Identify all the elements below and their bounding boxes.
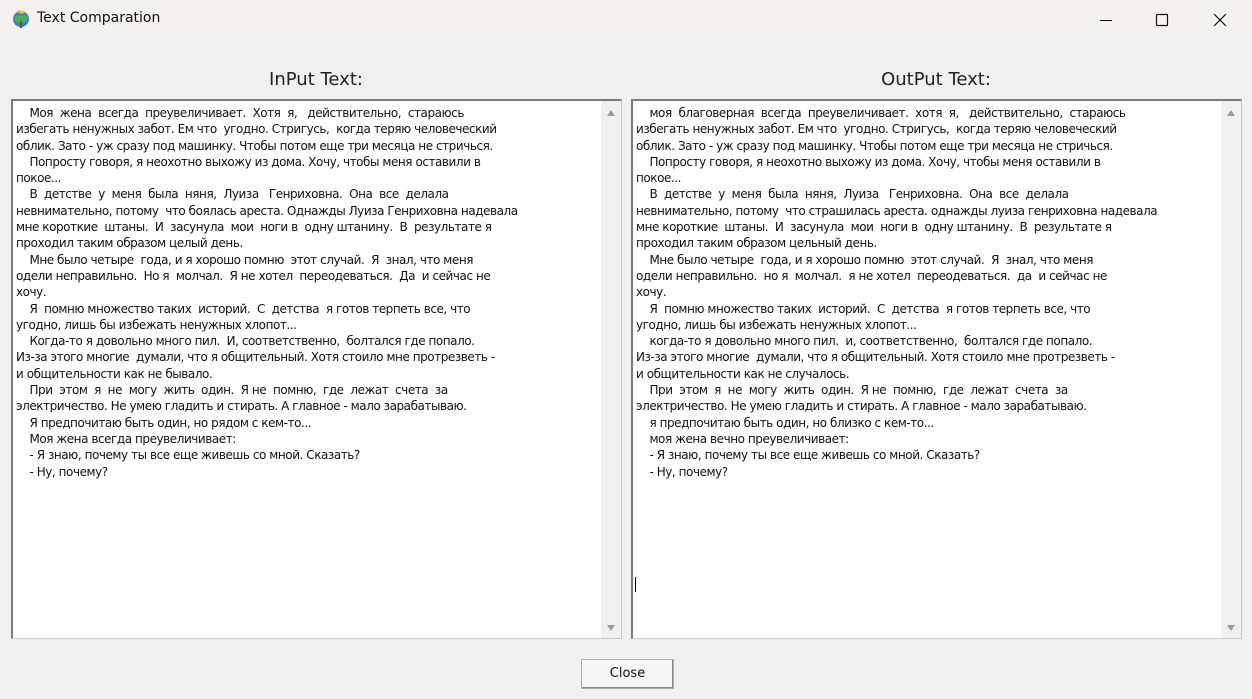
text-line: электричество. Не умею гладить и стирать. А главное - мало зарабатываю. [16, 399, 467, 414]
output-text-content [636, 105, 1216, 480]
text-line: Мне было четыре года, и я хорошо помню этот случай. Я знал, что меня [16, 252, 474, 267]
text-line: - Ну, почему? [16, 464, 108, 479]
text-line: моя жена вечно преувеличивает: [636, 431, 849, 446]
close-icon [1213, 13, 1227, 27]
text-line: - Ну, почему? [636, 464, 728, 479]
text-line: проходил таким образом целый день. [16, 236, 243, 251]
text-line: невнимательно, потому что страшилась ареста. однажды луиза генриховна надевала [636, 203, 1158, 218]
maximize-button[interactable] [1134, 0, 1190, 40]
text-line: избегать ненужных забот. Ем что угодно. Стригусь, когда теряю человеческий [636, 122, 1117, 137]
text-line: хочу. [16, 285, 47, 300]
text-line: одели неправильно. Но я молчал. Я не хотел переодеваться. Да и сейчас не [16, 268, 491, 283]
text-line: В детстве у меня была няня, Луиза Генриховна. Она все делала [636, 187, 1069, 202]
scroll-down-arrow-icon[interactable] [606, 624, 616, 632]
text-line: проходил таким образом цельный день. [636, 236, 877, 251]
input-text-content [16, 105, 596, 480]
text-line: Из-за этого многие думали, что я общительный. Хотя стоило мне протрезветь - [16, 350, 495, 365]
maximize-icon [1155, 13, 1169, 27]
text-line: покое... [16, 171, 62, 186]
window-close-button[interactable] [1192, 0, 1248, 40]
text-line: - Я знаю, почему ты все еще живешь со мной. Сказать? [16, 448, 360, 463]
input-scrollbar[interactable] [601, 101, 621, 638]
text-line: Из-за этого многие думали, что я общительный. Хотя стоило мне протрезветь - [636, 350, 1115, 365]
scroll-up-arrow-icon[interactable] [1226, 109, 1236, 117]
text-line: Я помню множество таких историй. С детства я готов терпеть все, что [16, 301, 471, 316]
text-line: когда-то я довольно много пил. и, соответственно, болтался где попало. [636, 334, 1093, 349]
output-text-label: OutPut Text: [881, 69, 991, 90]
minimize-icon [1099, 13, 1113, 27]
window-title: Text Comparation [37, 10, 161, 26]
minimize-button[interactable] [1078, 0, 1134, 40]
text-line: и общительности как не случалось. [636, 366, 850, 381]
text-line: Моя жена всегда преувеличивает. Хотя я, действительно, стараюсь [16, 106, 464, 120]
text-line: я предпочитаю быть один, но близко с кем-то... [636, 415, 934, 430]
text-caret [635, 577, 636, 592]
globe-tree-icon [11, 9, 31, 29]
text-line: - Я знаю, почему ты все еще живешь со мной. Сказать? [636, 448, 980, 463]
text-line: одели неправильно. но я молчал. я не хотел переодеваться. да и сейчас не [636, 268, 1107, 283]
text-line: мне короткие штаны. И засунула мои ноги в одну штанину. В результате я [636, 220, 1112, 235]
scroll-up-arrow-icon[interactable] [606, 109, 616, 117]
text-line: угодно, лишь бы избежать ненужных хлопот... [16, 317, 297, 332]
text-line: При этом я не могу жить один. Я не помню, где лежат счета за [16, 383, 448, 398]
text-line: и общительности как не бывало. [16, 366, 213, 381]
text-line: избегать ненужных забот. Ем что угодно. Стригусь, когда теряю человеческий [16, 122, 497, 137]
text-line: электричество. Не умею гладить и стирать. А главное - мало зарабатываю. [636, 399, 1087, 414]
text-line: облик. Зато - уж сразу под машинку. Чтобы потом еще три месяца не стричься. [16, 138, 493, 153]
text-line: Попросту говоря, я неохотно выхожу из дома. Хочу, чтобы меня оставили в [16, 154, 481, 169]
output-scrollbar[interactable] [1221, 101, 1241, 638]
text-line: покое... [636, 171, 682, 186]
text-line: хочу. [636, 285, 667, 300]
text-line: Я предпочитаю быть один, но рядом с кем-то... [16, 415, 312, 430]
scroll-down-arrow-icon[interactable] [1226, 624, 1236, 632]
text-line: облик. Зато - уж сразу под машинку. Чтобы потом еще три месяца не стричься. [636, 138, 1113, 153]
title-bar[interactable] [0, 0, 1252, 40]
input-text-area[interactable] [11, 99, 622, 639]
text-line: Попросту говоря, я неохотно выхожу из дома. Хочу, чтобы меня оставили в [636, 154, 1101, 169]
text-line: В детстве у меня была няня, Луиза Генриховна. Она все делала [16, 187, 449, 202]
text-line: моя благоверная всегда преувеличивает. хотя я, действительно, стараюсь [636, 106, 1126, 120]
text-line: невнимательно, потому что боялась ареста. Однажды Луиза Генриховна надевала [16, 203, 518, 218]
text-line: Я помню множество таких историй. С детства я готов терпеть все, что [636, 301, 1091, 316]
close-button[interactable]: Close [581, 659, 674, 689]
text-line: Когда-то я довольно много пил. И, соответственно, болтался где попало. [16, 334, 475, 349]
text-line: угодно, лишь бы избежать ненужных хлопот... [636, 317, 917, 332]
text-line: При этом я не могу жить один. Я не помню, где лежат счета за [636, 383, 1068, 398]
text-line: Моя жена всегда преувеличивает: [16, 431, 236, 446]
input-text-label: InPut Text: [269, 69, 363, 90]
output-text-area[interactable] [631, 99, 1242, 639]
text-line: мне короткие штаны. И засунула мои ноги в одну штанину. В результате я [16, 220, 492, 235]
text-line: Мне было четыре года, и я хорошо помню этот случай. Я знал, что меня [636, 252, 1094, 267]
